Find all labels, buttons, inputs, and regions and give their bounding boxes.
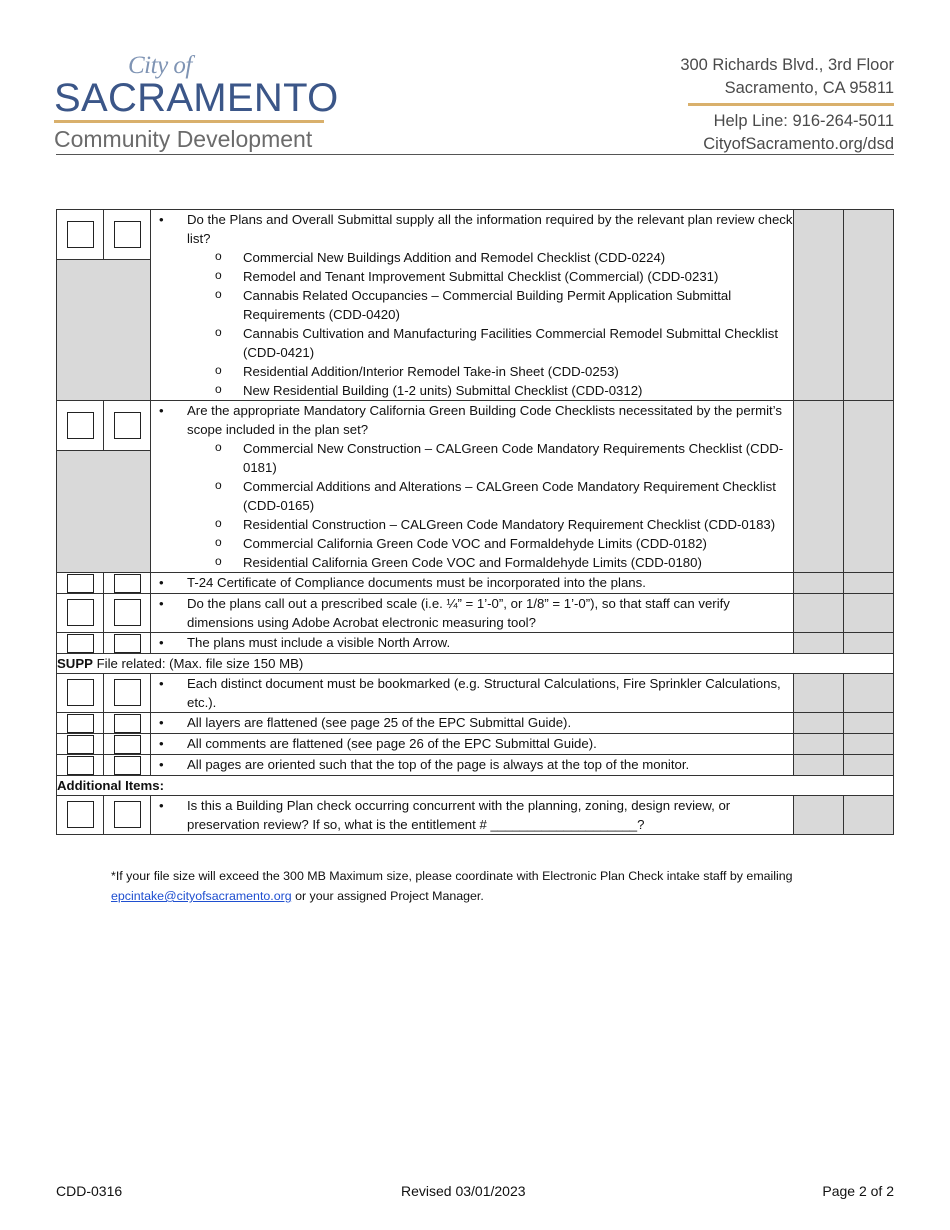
staff-review-cell	[844, 633, 894, 654]
sub-item: o Residential California Green Code VOC and Formaldehyde Limits (CDD-0180)	[243, 553, 793, 572]
checkbox-yes[interactable]	[67, 756, 94, 775]
list-item: • Each distinct document must be bookmarked (e.g. Structural Calculations, Fire Sprinkler Calculations, etc.).	[151, 674, 793, 712]
checkbox-cell	[57, 210, 104, 260]
sub-item: o New Residential Building (1-2 units) Submittal Checklist (CDD-0312)	[243, 381, 793, 400]
staff-review-cell	[794, 594, 844, 633]
item-text-cell	[151, 755, 794, 776]
checkbox-yes[interactable]	[67, 574, 94, 593]
staff-review-cell	[844, 734, 894, 755]
header-rule	[56, 154, 894, 155]
checkbox-cell	[57, 713, 104, 734]
checkbox-cell	[104, 796, 151, 835]
table-row	[57, 594, 894, 633]
checkbox-yes[interactable]	[67, 599, 94, 626]
checkbox-no[interactable]	[114, 735, 141, 754]
checkbox-no[interactable]	[114, 412, 141, 439]
staff-review-cell	[844, 755, 894, 776]
sub-item: o Residential Construction – CALGreen Code Mandatory Requirement Checklist (CDD-0183)	[243, 515, 793, 534]
checkbox-yes[interactable]	[67, 679, 94, 706]
staff-review-cell	[844, 573, 894, 594]
list-item: • The plans must include a visible North Arrow.	[151, 633, 793, 652]
checkbox-no[interactable]	[114, 221, 141, 248]
table-row	[57, 734, 894, 755]
sub-item: o Commercial Additions and Alterations – CALGreen Code Mandatory Requirement Checklist (CDD-0165)	[243, 477, 793, 515]
checkbox-cell	[104, 674, 151, 713]
staff-review-cell	[844, 713, 894, 734]
checkbox-cell	[57, 674, 104, 713]
staff-review-cell	[844, 674, 894, 713]
checkbox-no[interactable]	[114, 679, 141, 706]
checkbox-yes[interactable]	[67, 714, 94, 733]
footnote-text-end: or your assigned Project Manager.	[291, 889, 484, 903]
logo-department: Community Development	[54, 126, 313, 152]
staff-review-cell	[794, 713, 844, 734]
list-item: • All pages are oriented such that the top of the page is always at the top of the monitor.	[151, 755, 793, 774]
sub-item: o Commercial New Construction – CALGreen Code Mandatory Requirements Checklist (CDD-0181)	[243, 439, 793, 477]
table-row	[57, 755, 894, 776]
checkbox-cell	[57, 633, 104, 654]
item-text-cell	[151, 734, 794, 755]
sub-item: o Remodel and Tenant Improvement Submittal Checklist (Commercial) (CDD-0231)	[243, 267, 793, 286]
checkbox-yes[interactable]	[67, 221, 94, 248]
checkbox-cell	[57, 796, 104, 835]
list-item: • Is this a Building Plan check occurring concurrent with the planning, zoning, design review, or preservation review? If so, what is the entitlement # ____________________?	[151, 796, 793, 834]
address-block	[680, 54, 894, 100]
checkbox-cell	[104, 401, 151, 451]
table-row	[57, 633, 894, 654]
address-line-2: Sacramento, CA 95811	[724, 79, 894, 97]
checkbox-yes[interactable]	[67, 412, 94, 439]
checkbox-no[interactable]	[114, 574, 141, 593]
checkbox-cell	[57, 734, 104, 755]
checkbox-no[interactable]	[114, 714, 141, 733]
table-row	[57, 674, 894, 713]
table-row	[57, 776, 894, 796]
table-row	[57, 713, 894, 734]
checkbox-cell	[57, 755, 104, 776]
table-row	[57, 210, 894, 260]
checkbox-cell	[104, 755, 151, 776]
checkbox-cell	[104, 633, 151, 654]
shaded-cell	[57, 260, 151, 401]
sub-list	[151, 439, 793, 572]
checkbox-no[interactable]	[114, 599, 141, 626]
list-item: • Do the plans call out a prescribed scale (i.e. ¼” = 1’-0”, or 1/8” = 1’-0”), so that staff can verify dimensions using Adobe Acrobat electronic measuring tool?	[151, 594, 793, 632]
page-number: Page 2 of 2	[822, 1183, 894, 1199]
item-text-cell	[151, 633, 794, 654]
logo-divider	[54, 120, 324, 123]
checkbox-cell	[57, 573, 104, 594]
checkbox-cell	[104, 594, 151, 633]
sub-list	[151, 248, 793, 400]
staff-review-cell	[794, 734, 844, 755]
checkbox-cell	[104, 573, 151, 594]
checkbox-cell	[104, 734, 151, 755]
table-row	[57, 573, 894, 594]
supp-description: File related: (Max. file size 150 MB)	[92, 656, 304, 671]
staff-review-cell	[844, 401, 894, 573]
staff-review-cell	[794, 755, 844, 776]
staff-review-cell	[794, 796, 844, 835]
sub-item: o Residential Addition/Interior Remodel Take-in Sheet (CDD-0253)	[243, 362, 793, 381]
sub-item: o Cannabis Cultivation and Manufacturing Facilities Commercial Remodel Submittal Checklist (CDD-0421)	[243, 324, 793, 362]
staff-review-cell	[844, 796, 894, 835]
list-item: • Do the Plans and Overall Submittal supply all the information required by the relevant plan review check list?	[151, 210, 793, 248]
staff-review-cell	[794, 674, 844, 713]
website: CityofSacramento.org/dsd	[703, 135, 894, 153]
staff-review-cell	[844, 210, 894, 401]
item-text-cell	[151, 401, 794, 573]
intake-email-link[interactable]: epcintake@cityofsacramento.org	[111, 889, 292, 903]
item-text-cell	[151, 573, 794, 594]
logo-sacramento: SACRAMENTO	[54, 76, 339, 120]
sub-item: o Commercial New Buildings Addition and Remodel Checklist (CDD-0224)	[243, 248, 793, 267]
checkbox-cell	[104, 210, 151, 260]
address-divider	[688, 103, 894, 106]
table-row	[57, 654, 894, 674]
form-number: CDD-0316	[56, 1183, 123, 1199]
checklist-table	[56, 209, 894, 835]
item-text-cell	[151, 713, 794, 734]
checkbox-yes[interactable]	[67, 801, 94, 828]
help-line: Help Line: 916-264-5011	[713, 112, 894, 130]
list-item: • All layers are flattened (see page 25 of the EPC Submittal Guide).	[151, 713, 793, 732]
staff-review-cell	[844, 594, 894, 633]
section-header-additional	[57, 776, 894, 796]
checkbox-no[interactable]	[114, 756, 141, 775]
table-row	[57, 796, 894, 835]
sub-item: o Cannabis Related Occupancies – Commercial Building Permit Application Submittal Requirements (CDD-0420)	[243, 286, 793, 324]
item-text-cell	[151, 210, 794, 401]
table-row	[57, 401, 894, 451]
item-text-cell	[151, 674, 794, 713]
list-item: • All comments are flattened (see page 26 of the EPC Submittal Guide).	[151, 734, 793, 753]
checkbox-cell	[104, 713, 151, 734]
checkbox-cell	[57, 401, 104, 451]
staff-review-cell	[794, 633, 844, 654]
staff-review-cell	[794, 210, 844, 401]
footnote-text: *If your file size will exceed the 300 MB Maximum size, please coordinate with Electronic Plan Check intake staff by emailing	[111, 869, 793, 883]
staff-review-cell	[794, 401, 844, 573]
revision-date: Revised 03/01/2023	[401, 1183, 526, 1199]
footnote	[111, 866, 851, 906]
contact-block	[703, 110, 894, 156]
section-header-supp	[57, 654, 894, 674]
list-item: • Are the appropriate Mandatory California Green Building Code Checklists necessitated by the permit’s scope included in the plan set?	[151, 401, 793, 439]
list-item: • T-24 Certificate of Compliance documents must be incorporated into the plans.	[151, 573, 793, 592]
checkbox-cell	[57, 594, 104, 633]
additional-items-label: Additional Items:	[57, 778, 164, 793]
staff-review-cell	[794, 573, 844, 594]
logo-city-of: City of	[128, 52, 192, 79]
item-text-cell	[151, 594, 794, 633]
checkbox-no[interactable]	[114, 801, 141, 828]
item-text-cell	[151, 796, 794, 835]
supp-label: SUPP	[57, 656, 93, 671]
checkbox-yes[interactable]	[67, 634, 94, 653]
sub-item: o Commercial California Green Code VOC and Formaldehyde Limits (CDD-0182)	[243, 534, 793, 553]
checkbox-no[interactable]	[114, 634, 141, 653]
address-line-1: 300 Richards Blvd., 3rd Floor	[680, 56, 894, 74]
shaded-cell	[57, 451, 151, 573]
checkbox-yes[interactable]	[67, 735, 94, 754]
